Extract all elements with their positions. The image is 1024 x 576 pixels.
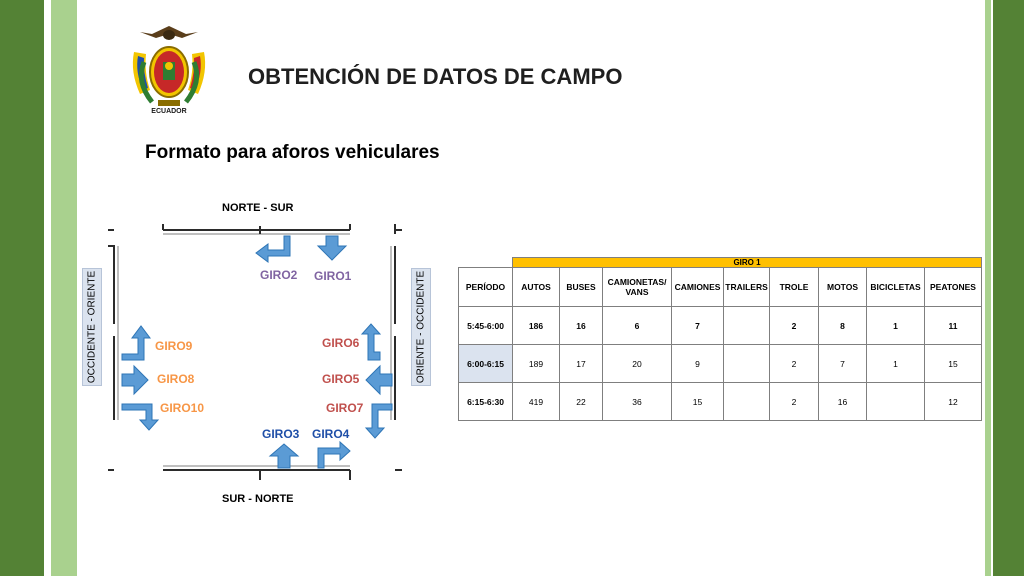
giro2-label: GIRO2: [260, 268, 298, 282]
table-cell: 5:45-6:00: [459, 307, 513, 345]
table-cell: [724, 383, 770, 421]
table-cell: 1: [867, 307, 925, 345]
table-group-header: GIRO 1: [513, 258, 982, 268]
table-row: [459, 383, 982, 421]
table-cell: 16: [819, 383, 867, 421]
table-row: [459, 345, 982, 383]
giro8-arrow: [122, 366, 148, 394]
west-approach-label: [82, 268, 102, 386]
giro7-label: GIRO7: [326, 401, 364, 415]
table-cell: [867, 383, 925, 421]
table-cell: 7: [819, 345, 867, 383]
table-cell: 2: [770, 383, 819, 421]
table-cell: 15: [672, 383, 724, 421]
page-title: OBTENCIÓN DE DATOS DE CAMPO: [248, 64, 623, 89]
vehicle-count-table: [458, 257, 982, 421]
table-cell: [724, 345, 770, 383]
table-cell: 11: [925, 307, 982, 345]
south-approach-label: SUR - NORTE: [222, 493, 294, 505]
table-cell: 2: [770, 345, 819, 383]
left-light-bar: [51, 0, 77, 576]
giro6-label: GIRO6: [322, 336, 360, 350]
table-cell: 6:00-6:15: [459, 345, 513, 383]
column-header: PEATONES: [925, 268, 982, 307]
left-dark-bar: [0, 0, 44, 576]
table-cell: [724, 307, 770, 345]
table-cell: 22: [560, 383, 603, 421]
logo-text: ECUADOR: [151, 108, 187, 115]
table-cell: 1: [867, 345, 925, 383]
ecuador-coat-of-arms-icon: [122, 22, 216, 118]
giro3-arrow: [270, 444, 298, 468]
giro4-arrow: [318, 442, 350, 468]
giro8-label: GIRO8: [157, 372, 195, 386]
page-subtitle: Formato para aforos vehiculares: [145, 142, 440, 163]
column-header: CAMIONES: [672, 268, 724, 307]
table-row: [459, 307, 982, 345]
table-cell: 12: [925, 383, 982, 421]
giro9-label: GIRO9: [155, 339, 193, 353]
table-cell: 186: [513, 307, 560, 345]
column-header: BICICLETAS: [867, 268, 925, 307]
right-dark-bar: [993, 0, 1024, 576]
table-cell: 15: [925, 345, 982, 383]
table-cell: 36: [603, 383, 672, 421]
giro9-arrow: [122, 326, 150, 360]
table-group-header-row: [459, 258, 982, 268]
table-cell: 189: [513, 345, 560, 383]
giro1-arrow: [318, 236, 346, 260]
table-cell: 16: [560, 307, 603, 345]
giro1-label: GIRO1: [314, 269, 352, 283]
column-header: TRAILERS: [724, 268, 770, 307]
north-approach-label: NORTE - SUR: [222, 202, 294, 214]
giro7-arrow: [366, 404, 392, 438]
table-cell: 6:15-6:30: [459, 383, 513, 421]
column-header: TROLE: [770, 268, 819, 307]
table-header-row: [459, 268, 982, 307]
giro2-arrow: [256, 236, 290, 262]
table-cell: 2: [770, 307, 819, 345]
giro3-label: GIRO3: [262, 427, 300, 441]
west-approach-text: OCCIDENTE - ORIENTE: [86, 270, 98, 384]
table-cell: 20: [603, 345, 672, 383]
giro4-label: GIRO4: [312, 427, 350, 441]
column-header: MOTOS: [819, 268, 867, 307]
column-header: PERÍODO: [459, 268, 513, 307]
giro10-label: GIRO10: [160, 401, 205, 415]
table-cell: 17: [560, 345, 603, 383]
giro5-arrow: [366, 366, 392, 394]
east-approach-label: [411, 268, 431, 386]
column-header: CAMIONETAS/ VANS: [603, 268, 672, 307]
giro6-arrow: [362, 324, 380, 360]
table-cell: 9: [672, 345, 724, 383]
giro10-arrow: [122, 404, 158, 430]
table-cell: 8: [819, 307, 867, 345]
east-approach-text: ORIENTE - OCCIDENTE: [415, 270, 427, 384]
table-cell: 419: [513, 383, 560, 421]
table-cell: 6: [603, 307, 672, 345]
column-header: BUSES: [560, 268, 603, 307]
turn-arrows: [108, 224, 408, 480]
right-light-bar: [985, 0, 991, 576]
giro5-label: GIRO5: [322, 372, 360, 386]
table-cell: 7: [672, 307, 724, 345]
column-header: AUTOS: [513, 268, 560, 307]
table-corner: [459, 258, 513, 268]
